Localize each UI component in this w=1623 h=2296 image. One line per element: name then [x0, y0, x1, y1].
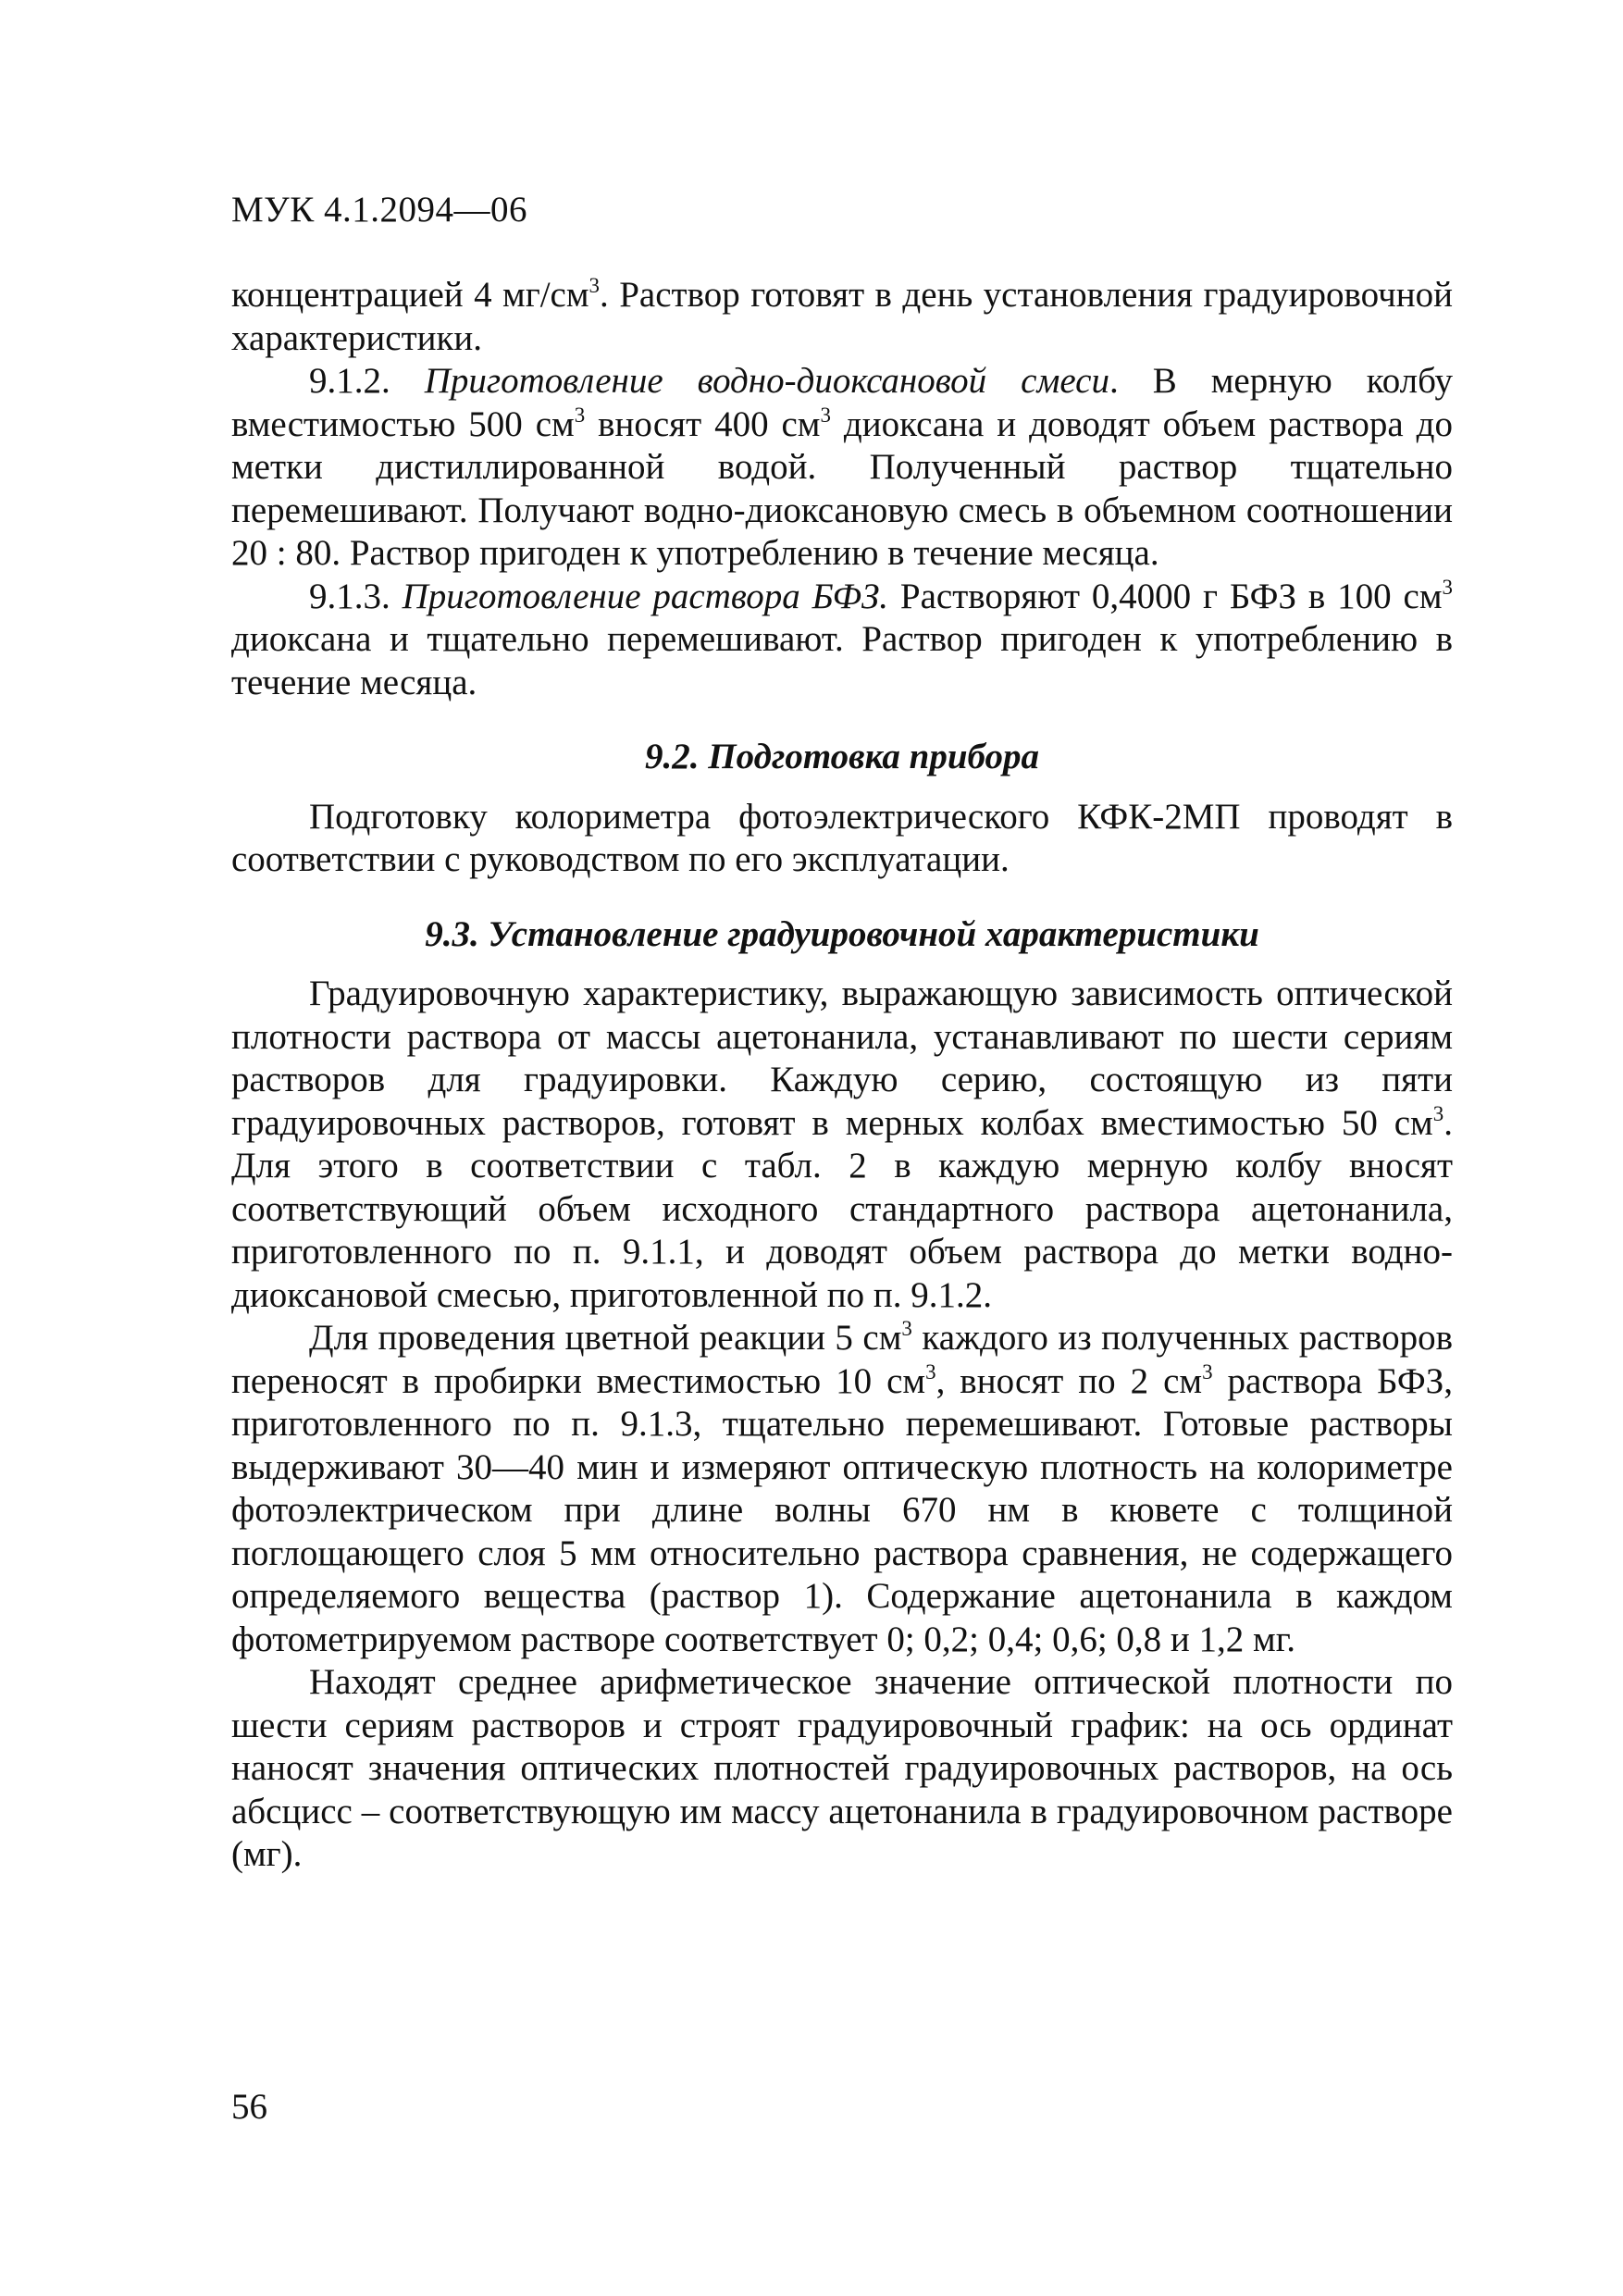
text-run: раствора БФЗ, приготовленного по п. 9.1.3, тщательно перемешивают. Готовые растворы выдерживают 30—40 мин и измеряют оптическую плотность на колориметре фотоэлектрическом при длине волны 670 нм в кювете с толщиной поглощающего слоя 5 мм относительно раствора сравнения, не содержащего определяемого вещества (раствор 1). Содержание ацетонанила в каждом фотометрируемом растворе соответствует 0; 0,2; 0,4; 0,6; 0,8 и 1,2 мг. — [231, 1360, 1453, 1659]
section-heading-9-3: 9.3. Установление градуировочной характеристики — [425, 913, 1259, 954]
paragraph-continuation — [231, 274, 1453, 360]
paragraph-color-reaction — [231, 1317, 1453, 1661]
superscript: 3 — [1432, 1101, 1444, 1125]
page-content — [231, 274, 1453, 1877]
superscript: 3 — [1202, 1359, 1213, 1384]
text-run: Для проведения цветной реакции 5 см — [309, 1318, 902, 1358]
text-run: диоксана и тщательно перемешивают. Раствор пригоден к употреблению в течение месяца. — [231, 619, 1453, 702]
clause-title: Приготовление раствора БФЗ. — [402, 576, 889, 616]
superscript: 3 — [820, 403, 831, 427]
running-header: МУК 4.1.2094—06 — [231, 190, 528, 230]
paragraph-9-1-2 — [231, 360, 1453, 576]
paragraph-graph: Находят среднее арифметическое значение оптической плотности по шести сериям растворов и строят градуировочный график: на ось ординат наносят значения оптических плотностей градуировочных растворов, на ось абсцисс – соответствующую им массу ацетонанила в градуировочном растворе (мг). — [231, 1662, 1453, 1874]
text-run: диоксана и доводят объем раствора до метки дистиллированной водой. Полученный раствор тщательно перемешивают. Получают водно-диоксановую смесь в объемном соотношении 20 : 80. Раствор пригоден к употреблению в течение месяца. — [231, 403, 1453, 573]
text-run: . Для этого в соответствии с табл. 2 в каждую мерную колбу вносят соответствующий объем исходного стандартного раствора ацетонанила, приготовленного по п. 9.1.1, и доводят объем раствора до метки водно-диоксановой смесью, приготовленной по п. 9.1.2. — [231, 1102, 1453, 1315]
superscript: 3 — [1442, 575, 1454, 599]
superscript: 3 — [588, 274, 601, 297]
clause-number: 9.1.2. — [309, 361, 425, 401]
text-run: Градуировочную характеристику, выражающую зависимость оптической плотности раствора от массы ацетонанила, устанавливают по шести сериям растворов для градуировки. Каждую серию, состоящую из пяти градуировочных растворов, готовят в мерных колбах вместимостью 50 см — [231, 974, 1453, 1143]
page-number: 56 — [231, 2087, 267, 2127]
text-run: каждого из полученных растворов переносят в пробирки вместимостью 10 см — [231, 1318, 1453, 1401]
text-run: Растворяют 0,4000 г БФЗ в 100 см — [888, 576, 1443, 616]
text-run: . Раствор готовят в день установления градуировочной характеристики. — [231, 275, 1453, 358]
text-run: , вносят по 2 см — [935, 1360, 1203, 1401]
paragraph-device-prep: Подготовку колориметра фотоэлектрического КФК-2МП проводят в соответствии с руководством по его эксплуатации. — [231, 796, 1453, 879]
paragraph-9-1-3 — [231, 576, 1453, 705]
text-run: концентрацией 4 мг/см — [231, 275, 589, 315]
text-run: . В мерную колбу вместимостью 500 см — [231, 361, 1453, 444]
superscript: 3 — [574, 403, 586, 427]
superscript: 3 — [925, 1359, 936, 1384]
superscript: 3 — [901, 1317, 912, 1340]
clause-number: 9.1.3. — [309, 576, 403, 616]
document-page — [231, 0, 1453, 2296]
paragraph-calibration — [231, 973, 1453, 1317]
section-heading-9-2: 9.2. Подготовка прибора — [645, 737, 1039, 776]
text-run: вносят 400 см — [585, 403, 821, 444]
clause-title: Приготовление водно-диоксановой смеси — [424, 361, 1109, 401]
